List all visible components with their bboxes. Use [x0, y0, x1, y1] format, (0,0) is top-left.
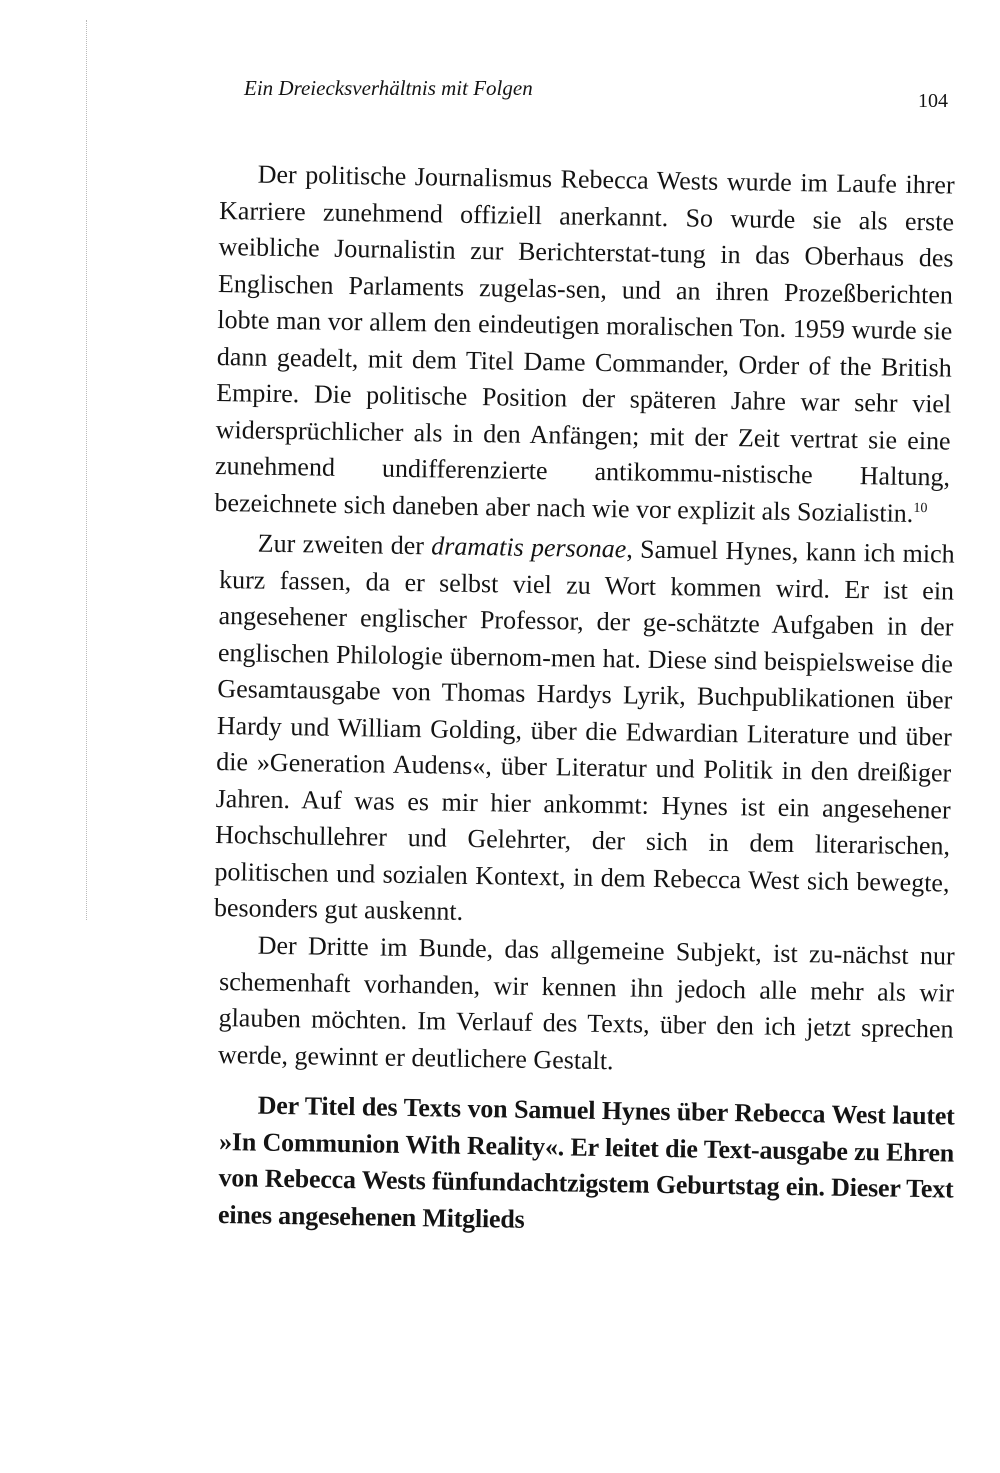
- footnote-ref-10: 10: [913, 500, 928, 516]
- paragraph-2-before: Zur zweiten der: [257, 528, 432, 561]
- paragraph-4: [218, 1087, 955, 1245]
- paragraph-4-text: Der Titel des Texts von Samuel Hynes über Rebecca West lautet »In Communion With Reality«. Er leitet die Text-ausgabe zu Ehren von Rebecca Wests fünfundachtzigstem Geburtstag ein. Dieser Text eines angesehenen Mitglieds: [217, 1090, 955, 1233]
- paragraph-2-after: , Samuel Hynes, kann ich mich kurz fassen, da er selbst viel zu Wort kommen wird. Er ist ein angesehener englischer Professor, der ge-schätzte Aufgaben in der englischen Philologie übernom-men hat. Diese sind beispielsweise die Gesamtausgabe von Thomas Hardys Lyrik, Buchpublikationen über Hardy und William Golding, über die Edwardian Literature und über die »Generation Audens«, über Literatur und Politik in den dreißiger Jahren. Auf was es mir hier ankommt: Hynes ist ein angesehener Hochschullehrer und Gelehrter, der sich in dem literarischen, politischen und sozialen Kontext, in dem Rebecca West sich bewegte, besonders gut auskennt.: [213, 534, 955, 926]
- paragraph-2: [214, 525, 955, 938]
- paragraph-2-emphasis: dramatis personae: [431, 531, 627, 564]
- paragraph-3: [218, 927, 955, 1085]
- page-number: 104: [918, 90, 948, 112]
- paragraph-1: [214, 156, 955, 532]
- running-header-title: Ein Dreiecksverhältnis mit Folgen: [244, 76, 533, 100]
- scan-edge-marks: [86, 20, 95, 920]
- body-text: [213, 156, 955, 1233]
- paragraph-3-text: Der Dritte im Bunde, das allgemeine Subjekt, ist zu-nächst nur schemenhaft vorhanden, wir kennen ihn jedoch alle mehr als wir glauben möchten. Im Verlauf des Texts, über den ich jetzt sprechen werde, gewinnt er deutlichere Gestalt.: [217, 930, 955, 1075]
- paragraph-1-text: Der politische Journalismus Rebecca Wests wurde im Laufe ihrer Karriere zunehmend offiziell anerkannt. So wurde sie als erste weibliche Journalistin zur Berichterstat-tung in das Oberhaus des Englischen Parlaments zugelas-sen, und an ihren Prozeßberichten lobte man vor allem den eindeutigen moralischen Ton. 1959 wurde sie dann geadelt, mit dem Titel Dame Commander, Order of the British Empire. Die politische Position der späteren Jahre war sehr viel widersprüchlicher als in den Anfängen; mit der Zeit vertrat sie eine zunehmend undifferenzierte antikommu-nistische Haltung, bezeichnete sich daneben aber nach wie vor explizit als Sozialistin.: [214, 159, 955, 528]
